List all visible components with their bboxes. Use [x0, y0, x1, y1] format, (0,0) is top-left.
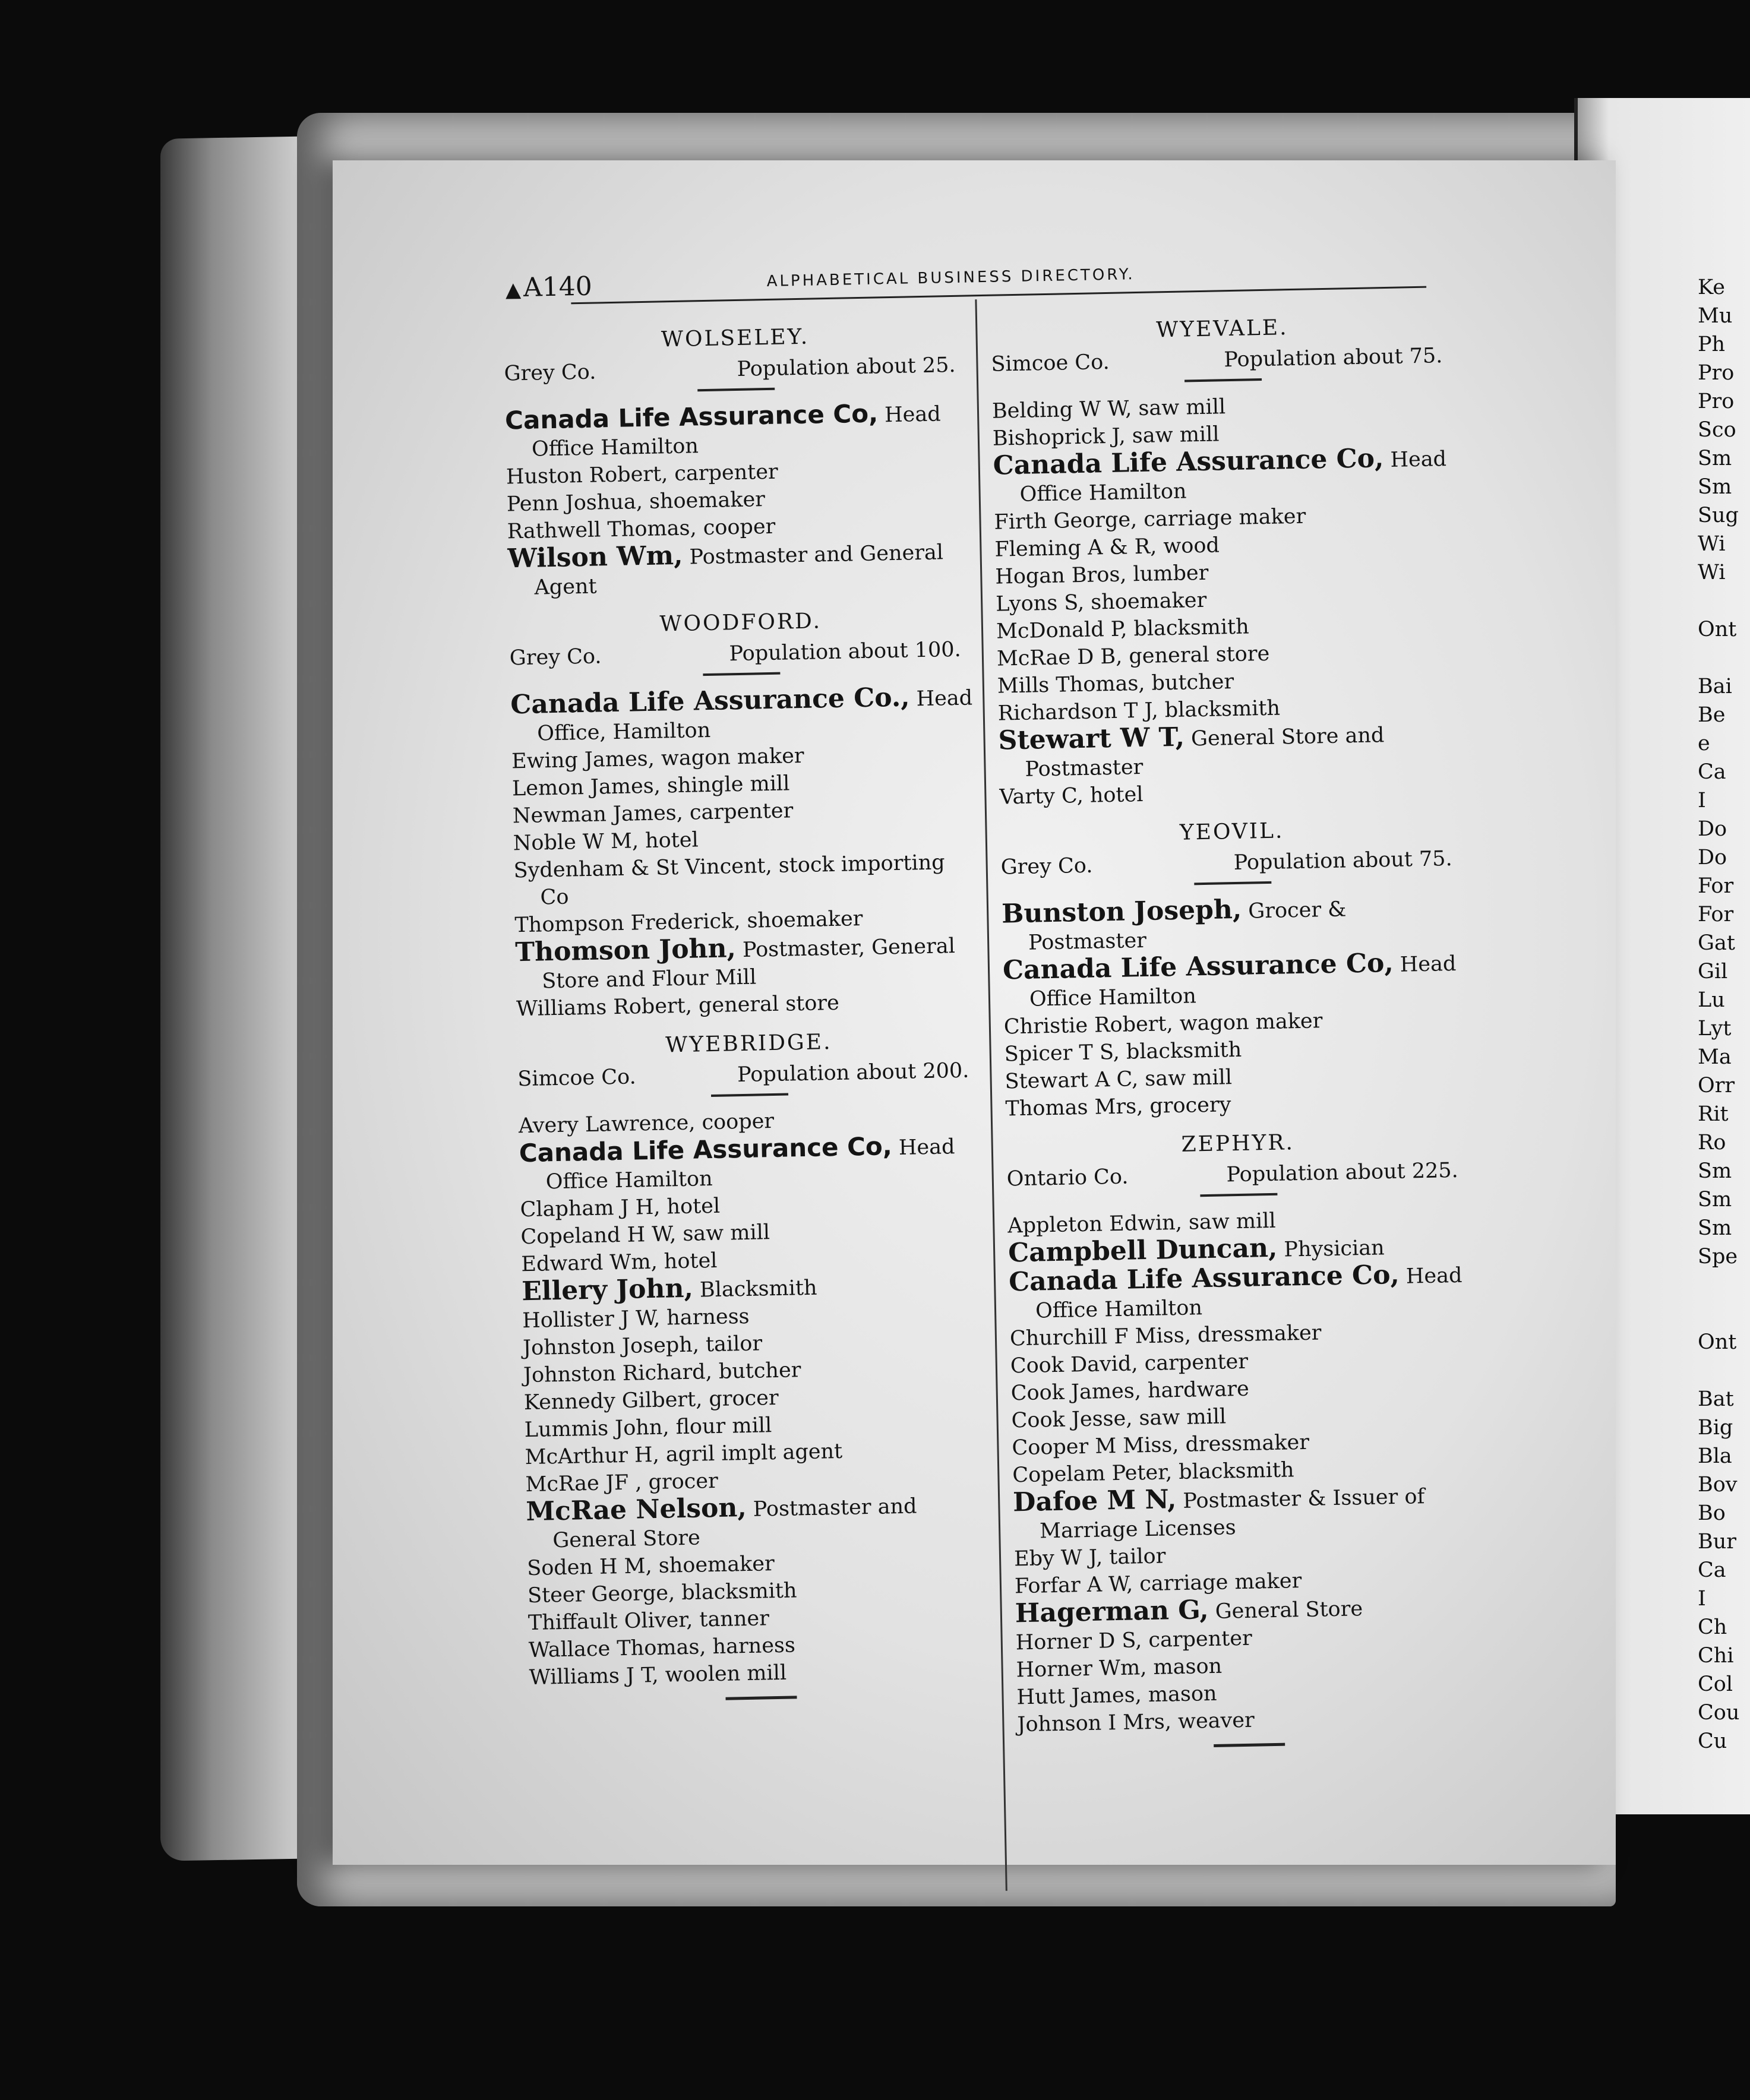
entry-text: Horner D S, carpenter — [1015, 1626, 1253, 1655]
entry-text: Postmaster & Issuer of Marriage Licenses — [1039, 1485, 1425, 1544]
county: Simcoe Co. — [517, 1065, 637, 1092]
entry-name: Canada Life Assurance Co., — [510, 682, 910, 720]
entry-text: Firth George, carriage maker — [994, 504, 1306, 535]
entry-text: Postmaster, General Store and Flour Mill — [541, 934, 956, 994]
population: Population about 200. — [737, 1058, 969, 1087]
facing-page-fragment: Do — [1698, 817, 1727, 841]
facing-page-fragment — [1698, 587, 1739, 615]
header-rule — [571, 286, 1426, 305]
entry-name: Canada Life Assurance Co, — [519, 1131, 893, 1168]
entry-text: Hollister J W, harness — [522, 1304, 750, 1333]
facing-page-fragment: For — [1698, 903, 1734, 926]
county: Simcoe Co. — [991, 350, 1110, 377]
entry-name: Bunston Joseph, — [1001, 894, 1242, 929]
entry-text: Cooper M Miss, dressmaker — [1012, 1430, 1310, 1460]
entry-name: McRae Nelson, — [525, 1492, 747, 1527]
facing-page-fragment: Wi — [1698, 561, 1726, 584]
entry-name: Canada Life Assurance Co, — [1002, 947, 1394, 986]
town-heading: ZEPHYR. — [1181, 1130, 1295, 1157]
entry-text: Thiffault Oliver, tanner — [527, 1606, 770, 1636]
page-marker-icon: ▲ — [505, 277, 522, 302]
facing-page-fragment: Ch — [1698, 1615, 1727, 1639]
county-population-line — [1000, 847, 1452, 880]
county: Grey Co. — [509, 644, 602, 671]
directory-entry — [1013, 1480, 1477, 1545]
facing-page-fragment: Ca — [1698, 760, 1726, 784]
facing-page-fragment — [1698, 1356, 1739, 1385]
town-heading: WOLSELEY. — [661, 324, 810, 352]
entry-name: Campbell Duncan, — [1007, 1232, 1278, 1269]
entry-name: Thomson John, — [514, 933, 737, 968]
directory-entry — [513, 848, 978, 912]
facing-page-fragment: Sm — [1698, 475, 1732, 499]
county: Grey Co. — [1000, 853, 1093, 880]
facing-page-fragment: Ke — [1698, 276, 1725, 299]
facing-page-fragment: Bat — [1698, 1387, 1734, 1411]
page-content — [487, 242, 1517, 1912]
population: Population about 225. — [1226, 1158, 1459, 1187]
entry-text: McRae JF , grocer — [525, 1469, 719, 1497]
directory-entry — [510, 682, 975, 748]
facing-page-fragment: Gil — [1698, 960, 1728, 983]
entry-text: Edward Wm, hotel — [521, 1248, 718, 1277]
entry-text: Johnson I Mrs, weaver — [1017, 1708, 1255, 1737]
entry-text: Head Office Hamilton — [545, 1135, 955, 1194]
facing-page-fragment: Cu — [1698, 1729, 1727, 1753]
entry-text: Cook Jesse, saw mill — [1011, 1405, 1227, 1433]
entry-text: Head Office Hamilton — [1029, 951, 1457, 1011]
facing-page-fragment: Spe — [1698, 1245, 1738, 1269]
entry-text: Churchill F Miss, dressmaker — [1009, 1321, 1322, 1351]
town-heading: WOODFORD. — [659, 609, 822, 637]
entry-text: Bishoprick J, saw mill — [992, 422, 1220, 451]
entry-text: Soden H M, shoemaker — [526, 1552, 775, 1581]
section-rule — [711, 1093, 788, 1097]
facing-page-fragment: Big — [1698, 1416, 1733, 1440]
entry-name: Ellery John, — [521, 1273, 694, 1307]
entry-text: Johnston Joseph, tailor — [522, 1332, 763, 1361]
directory-entry — [1003, 948, 1467, 1014]
facing-page-fragment: I — [1698, 1587, 1706, 1611]
facing-page-fragment: Lyt — [1698, 1017, 1732, 1040]
facing-page-fragment — [1698, 644, 1739, 672]
facing-page-fragment: Ro — [1698, 1131, 1726, 1155]
entry-text: Richardson T J, blacksmith — [997, 696, 1281, 726]
facing-page-fragment: Sm — [1698, 447, 1732, 470]
town-heading: WYEVALE. — [1155, 315, 1288, 343]
entry-text: Ewing James, wagon maker — [511, 744, 804, 774]
directory-entry — [507, 536, 972, 602]
page-number-text: A140 — [523, 271, 593, 303]
facing-page-fragment: I — [1698, 789, 1706, 812]
entry-text: Head Office Hamilton — [1019, 447, 1447, 507]
entry-text: General Store and Postmaster — [1025, 723, 1385, 782]
facing-page-fragment: Lu — [1698, 988, 1725, 1012]
entry-text: Physician — [1277, 1236, 1385, 1262]
county-population-line — [517, 1059, 969, 1092]
town-heading: WYEBRIDGE. — [665, 1030, 832, 1058]
entry-text: General Store — [1208, 1597, 1363, 1624]
entry-text: Hogan Bros, lumber — [994, 561, 1209, 589]
entry-text: Cook David, carpenter — [1010, 1349, 1249, 1378]
section-rule — [1194, 881, 1271, 885]
facing-page-fragment: Bai — [1698, 675, 1732, 698]
entry-name: Wilson Wm, — [507, 540, 683, 574]
running-title: ALPHABETICAL BUSINESS DIRECTORY. — [766, 265, 1135, 290]
entry-text: Horner Wm, mason — [1016, 1654, 1223, 1682]
right-column — [990, 299, 1482, 1751]
directory-entry — [515, 930, 980, 995]
entry-name: Canada Life Assurance Co, — [1008, 1259, 1400, 1298]
entry-name: Dafoe M N, — [1012, 1484, 1177, 1518]
column-end-rule — [725, 1696, 797, 1700]
entry-name: Canada Life Assurance Co, — [504, 399, 879, 435]
facing-page-fragment: Gat — [1698, 931, 1735, 955]
entry-text: Varty C, hotel — [999, 782, 1143, 809]
entry-text: Copeland H W, saw mill — [520, 1220, 770, 1250]
section-rule — [703, 672, 780, 676]
facing-page-fragment: Do — [1698, 846, 1727, 869]
entry-text: Stewart A C, saw mill — [1004, 1065, 1233, 1094]
entry-name: Stewart W T, — [998, 722, 1185, 756]
facing-page-fragment: Sug — [1698, 504, 1739, 527]
section-rule — [1200, 1193, 1277, 1197]
facing-page-fragment: e — [1698, 732, 1710, 755]
directory-entry — [505, 399, 969, 464]
entry-text: Cook James, hardware — [1010, 1377, 1250, 1406]
population: Population about 75. — [1224, 344, 1443, 372]
facing-page-fragment: Ph — [1698, 333, 1726, 356]
page-number — [505, 271, 592, 303]
directory-entry — [519, 1131, 983, 1196]
entry-text: Clapham J H, hotel — [520, 1194, 721, 1222]
facing-page-fragment: For — [1698, 874, 1734, 898]
facing-page-fragment: Col — [1698, 1672, 1733, 1696]
town-heading: YEOVIL. — [1179, 818, 1284, 845]
entry-text: Eby W J, tailor — [1013, 1544, 1166, 1571]
population: Population about 25. — [737, 353, 956, 381]
entry-text: Thompson Frederick, shoemaker — [514, 907, 863, 938]
directory-entry — [526, 1489, 990, 1555]
facing-page-fragment: Pro — [1698, 390, 1735, 413]
entry-text: Johnston Richard, butcher — [523, 1358, 801, 1388]
facing-page-fragment: Orr — [1698, 1074, 1735, 1098]
entry-text: Postmaster and General Store — [552, 1494, 917, 1553]
directory-entry — [1009, 1260, 1473, 1325]
facing-page-fragment: Bur — [1698, 1530, 1736, 1554]
facing-page-fragment: Ca — [1698, 1558, 1726, 1582]
facing-page-fragment: Sm — [1698, 1188, 1732, 1212]
directory-entry — [993, 444, 1457, 509]
entry-name: Hagerman G, — [1015, 1595, 1209, 1629]
facing-page-fragment: Ma — [1698, 1045, 1732, 1069]
entry-text: Mills Thomas, butcher — [997, 669, 1234, 698]
directory-entry — [1002, 892, 1466, 957]
facing-page-fragment: Pro — [1698, 361, 1735, 385]
entry-text: Copelam Peter, blacksmith — [1012, 1458, 1294, 1488]
entry-text: McDonald P, blacksmith — [996, 615, 1250, 644]
facing-page-fragment: Wi — [1698, 532, 1726, 556]
facing-page-fragment: Be — [1698, 703, 1726, 727]
entry-text: Postmaster and General Agent — [534, 540, 944, 600]
county-population-line — [991, 344, 1443, 377]
entry-text: Avery Lawrence, cooper — [518, 1109, 775, 1138]
entry-text: Williams J T, woolen mill — [529, 1661, 787, 1690]
entry-text: Lemon James, shingle mill — [511, 771, 790, 801]
county: Ontario Co. — [1006, 1165, 1129, 1191]
county-population-line — [504, 353, 956, 386]
section-rule — [1184, 378, 1262, 382]
entry-text: Hutt James, mason — [1016, 1681, 1217, 1710]
county: Grey Co. — [504, 360, 596, 386]
column-end-rule — [1214, 1743, 1285, 1747]
county-population-line — [1006, 1159, 1458, 1191]
entry-text: Blacksmith — [693, 1276, 817, 1302]
facing-page-fragment — [1698, 1271, 1739, 1299]
left-column — [503, 309, 993, 1704]
entry-text: Sydenham & St Vincent, stock importing Co — [513, 850, 945, 910]
facing-page-fragment: Ont — [1698, 1330, 1737, 1354]
entry-text: Lyons S, shoemaker — [995, 588, 1207, 616]
entry-text: Steer George, blacksmith — [527, 1579, 797, 1608]
facing-page-fragment: Bov — [1698, 1473, 1738, 1497]
entry-text: Rathwell Thomas, cooper — [507, 514, 776, 544]
facing-page-fragment: Sm — [1698, 1216, 1732, 1240]
entry-text: Forfar A W, carriage maker — [1014, 1569, 1302, 1599]
county-population-line — [509, 638, 961, 671]
facing-page-fragment: Ont — [1698, 618, 1737, 641]
entry-text: Christie Robert, wagon maker — [1003, 1009, 1323, 1039]
entry-text: Head Office Hamilton — [531, 402, 942, 461]
entry-text: Thomas Mrs, grocery — [1005, 1093, 1231, 1121]
entry-name: Canada Life Assurance Co, — [993, 443, 1384, 481]
entry-text: Fleming A & R, wood — [994, 533, 1220, 562]
facing-page-fragment: Rit — [1698, 1102, 1729, 1126]
entry-text: Lummis John, flour mill — [524, 1413, 772, 1443]
facing-page-fragment: Cou — [1698, 1701, 1740, 1725]
entry-text: Wallace Thomas, harness — [528, 1633, 796, 1663]
facing-page-fragments — [1698, 273, 1739, 1756]
entry-text: Head Office Hamilton — [1035, 1263, 1462, 1323]
population: Population about 100. — [729, 637, 962, 666]
facing-page-fragment: Mu — [1698, 304, 1733, 328]
entry-text: McArthur H, agril implt agent — [525, 1439, 843, 1470]
entry-text: Huston Robert, carpenter — [506, 460, 779, 489]
facing-page-fragment: Sco — [1698, 418, 1736, 442]
entry-text: Noble W M, hotel — [513, 828, 699, 856]
entry-text: Head Office, Hamilton — [536, 686, 973, 746]
directory-entry — [998, 719, 1462, 784]
facing-page-fragment: Bo — [1698, 1501, 1726, 1525]
entry-text: Newman James, carpenter — [512, 799, 794, 828]
entry-text: Spicer T S, blacksmith — [1004, 1038, 1242, 1067]
facing-page-fragment: Sm — [1698, 1159, 1732, 1183]
entry-text: Kennedy Gilbert, grocer — [523, 1386, 779, 1415]
section-rule — [697, 388, 775, 391]
entry-text: Grocer & Postmaster — [1028, 897, 1347, 955]
entry-text: Penn Joshua, shoemaker — [506, 488, 766, 517]
population: Population about 75. — [1233, 847, 1452, 875]
entry-text: Appleton Edwin, saw mill — [1007, 1209, 1277, 1238]
entry-text: Belding W W, saw mill — [991, 395, 1226, 423]
facing-page-fragment: Chi — [1698, 1644, 1734, 1668]
entry-text: Williams Robert, general store — [516, 991, 840, 1021]
entry-text: McRae D B, general store — [996, 641, 1270, 671]
facing-page-fragment — [1698, 1299, 1739, 1328]
facing-page-fragment: Bla — [1698, 1444, 1732, 1468]
